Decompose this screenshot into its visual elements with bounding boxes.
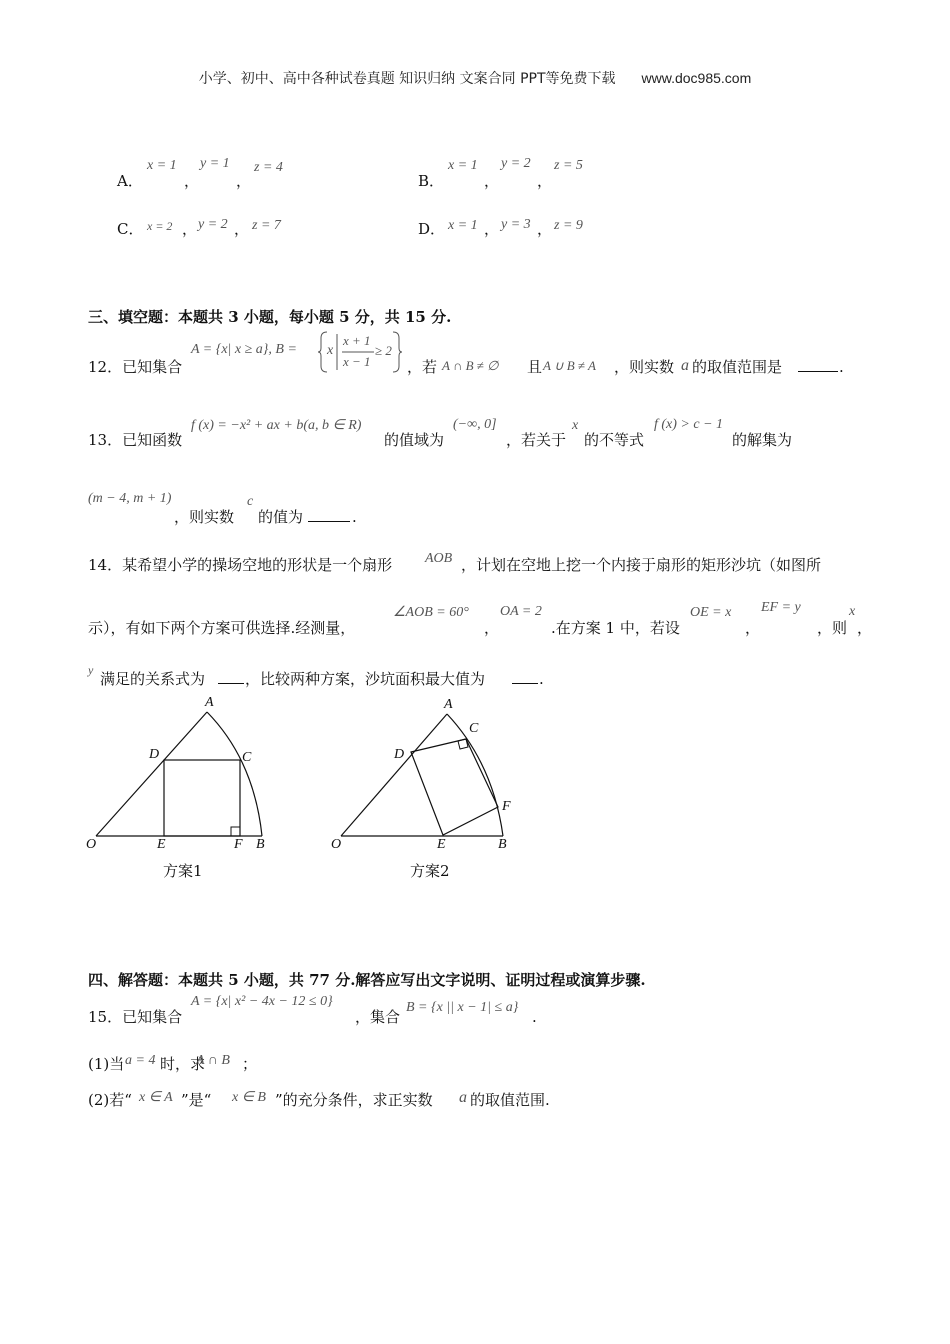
choice-c-sep1: ，: [182, 220, 198, 238]
q14-line1-a: 14．某希望小学的操场空地的形状是一个扇形: [88, 556, 393, 574]
q14-blank-1: [218, 669, 244, 684]
q12-ineq: ≥ 2: [375, 343, 392, 358]
q14-oa: OA = 2: [500, 604, 542, 619]
q12-tail: 的取值范围是: [692, 358, 783, 376]
q15-set-b: B = {x || x − 1| ≤ a}: [406, 1000, 519, 1015]
q13-t2: ，若关于: [506, 431, 567, 449]
q15-p1-expr: A ∩ B: [196, 1053, 230, 1068]
q12-cond-pre: ，若: [407, 358, 438, 376]
choice-b-y: y = 2: [501, 156, 531, 171]
figure-plan-1: [80, 695, 280, 885]
q13-x: x: [572, 418, 579, 433]
q14-angle: ∠AOB = 60°: [393, 605, 469, 620]
q13-t4: 的解集为: [732, 431, 793, 449]
q14-end: .: [539, 670, 544, 688]
plan-2-label-b: B: [498, 837, 507, 852]
q12-set-a: A = {x| x ≥ a}, B =: [191, 342, 297, 357]
q13-ineq: f (x) > c − 1: [654, 417, 724, 432]
q13-t1: 的值域为: [384, 431, 445, 449]
choice-a-y: y = 1: [200, 156, 230, 171]
choice-b-letter: B．: [418, 172, 445, 190]
q13-interval: (m − 4, m + 1): [88, 491, 172, 506]
choice-b-sep2: ，: [537, 172, 553, 190]
q12-answer-blank: [798, 357, 838, 372]
q15-p2-m2: x ∈ B: [232, 1090, 266, 1105]
q15-p1-cond: a = 4: [125, 1053, 156, 1068]
q14-line2-b: .在方案 1 中，若设: [551, 619, 680, 637]
choice-d-sep2: ，: [537, 220, 553, 238]
q14-line1-b: ，计划在空地上挖一个内接于扇形的矩形沙坑（如图所: [461, 556, 822, 574]
section-3-title: 三、填空题：本题共 3 小题，每小题 5 分，共 15 分.: [88, 308, 452, 326]
q13-range: (−∞, 0]: [453, 417, 497, 432]
q14-comma2: ，: [745, 619, 761, 637]
q15-p2-b: ”是“: [181, 1091, 212, 1109]
q13-t6: 的值为: [258, 508, 304, 526]
choice-a-letter: A．: [117, 172, 143, 190]
q15-number: 15．已知集合: [88, 1008, 183, 1026]
plan-1-caption: 方案1: [163, 862, 203, 880]
q14-line3-a: 满足的关系式为: [100, 670, 206, 688]
choice-c-y: y = 2: [198, 217, 228, 232]
q12-cond1: A ∩ B ≠ ∅: [442, 358, 499, 373]
q12-a: a: [681, 357, 689, 374]
q12-frac-den: x − 1: [343, 354, 371, 369]
q14-line3-b: ，比较两种方案，沙坑面积最大值为: [245, 670, 486, 688]
q15-t1: ，集合: [355, 1008, 401, 1026]
q12-and: 且: [527, 358, 543, 376]
plan-1-label-d: D: [149, 747, 160, 762]
choice-c-x: x = 2: [147, 219, 173, 233]
header-site-link[interactable]: www.doc985.com: [641, 70, 752, 86]
q13-answer-blank: [308, 507, 350, 522]
q15-p2-c: ”的充分条件，求正实数: [275, 1091, 433, 1109]
plan-2-label-f: F: [502, 799, 511, 814]
q12-end: .: [839, 358, 844, 376]
choice-d-x: x = 1: [448, 218, 478, 233]
q14-blank-2: [512, 669, 538, 684]
q14-aob: AOB: [425, 551, 453, 566]
choice-a-sep2: ，: [236, 172, 252, 190]
choice-b-x: x = 1: [448, 158, 478, 173]
q13-t3: 的不等式: [584, 431, 645, 449]
plan-1-label-o: O: [86, 837, 97, 852]
plan-1-label-a: A: [205, 695, 214, 710]
q15-p2-d: 的取值范围.: [470, 1091, 550, 1109]
q15-end: .: [532, 1008, 537, 1026]
choice-a-z: z = 4: [254, 160, 283, 175]
q13-end: .: [352, 508, 357, 526]
q12-frac-num: x + 1: [343, 333, 371, 348]
q12-cond2: A ∪ B ≠ A: [543, 358, 597, 373]
q15-set-a: A = {x| x² − 4x − 12 ≤ 0}: [191, 994, 333, 1009]
q14-line2-c: ，则: [817, 619, 848, 637]
q13-number: 13．已知函数: [88, 431, 183, 449]
header-text: 小学、初中、高中各种试卷真题 知识归纳 文案合同 PPT等免费下载: [198, 71, 616, 87]
q12-number: 12．已知集合: [88, 358, 183, 376]
plan-2-label-a: A: [444, 697, 453, 712]
q15-p1-b: 时，求: [160, 1055, 206, 1073]
choice-c-z: z = 7: [252, 218, 281, 233]
plan-1-diagram: [80, 695, 280, 855]
q12-set-b-var: x: [327, 343, 334, 358]
choice-b-z: z = 5: [554, 158, 583, 173]
q14-line2-a: 示），有如下两个方案可供选择.经测量，: [88, 619, 356, 637]
q14-y: y: [88, 663, 94, 677]
choice-b-sep1: ，: [484, 172, 500, 190]
q15-p1-c: ；: [242, 1055, 258, 1073]
q14-comma3: ，: [857, 619, 873, 637]
q15-p2-m1: x ∈ A: [139, 1090, 173, 1105]
q15-p1-a: (1)当: [88, 1055, 125, 1073]
plan-2-label-d: D: [394, 747, 405, 762]
q14-x: x: [849, 604, 856, 619]
page-header: [0, 68, 950, 88]
q13-c: c: [247, 494, 254, 509]
q13-t5: ，则实数: [174, 508, 235, 526]
q13-function: f (x) = −x² + ax + b(a, b ∈ R): [191, 418, 362, 433]
choice-c-letter: C．: [117, 220, 144, 238]
q14-ef: EF = y: [761, 600, 801, 615]
plan-1-label-c: C: [242, 750, 252, 765]
q12-tail-pre: ，则实数: [614, 358, 675, 376]
q12-set-b: [318, 330, 402, 374]
choice-d-sep1: ，: [484, 220, 500, 238]
q14-comma1: ，: [484, 619, 500, 637]
section-4-title: 四、解答题：本题共 5 小题，共 77 分.解答应写出文字说明、证明过程或演算步骤.: [88, 971, 646, 989]
plan-1-label-b: B: [256, 837, 265, 852]
plan-2-label-e: E: [437, 837, 446, 852]
q15-p2-a-var: a: [459, 1089, 467, 1106]
plan-1-label-e: E: [157, 837, 166, 852]
choice-c-sep2: ，: [234, 220, 250, 238]
figure-plan-2: [325, 695, 525, 885]
q14-oe: OE = x: [690, 605, 732, 620]
plan-2-label-c: C: [469, 721, 479, 736]
plan-2-label-o: O: [331, 837, 342, 852]
choice-a-x: x = 1: [147, 158, 177, 173]
plan-1-label-f: F: [234, 837, 243, 852]
choice-d-letter: D．: [418, 220, 446, 238]
choice-d-z: z = 9: [554, 218, 583, 233]
choice-d-y: y = 3: [501, 217, 531, 232]
plan-2-diagram: [325, 695, 525, 855]
choice-a-sep1: ，: [184, 172, 200, 190]
q15-p2-a: (2)若“: [88, 1091, 132, 1109]
plan-2-caption: 方案2: [410, 862, 450, 880]
